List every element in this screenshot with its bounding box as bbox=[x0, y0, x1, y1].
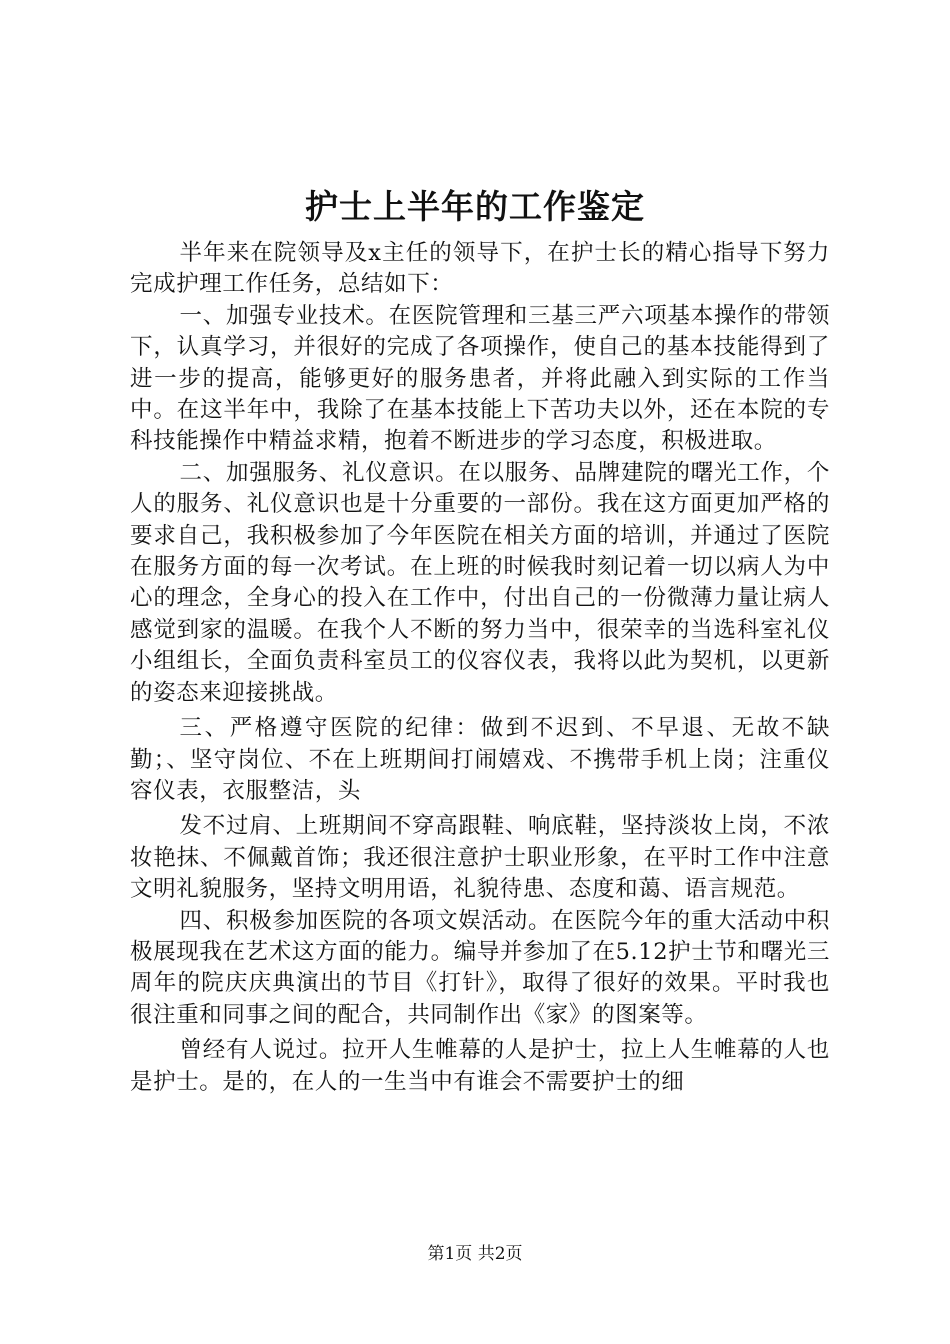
paragraph-section-3: 三、严格遵守医院的纪律：做到不迟到、不早退、无故不缺勤；、坚守岗位、不在上班期间打闹嬉戏、不携带手机上岗；注重仪容仪表，衣服整洁，头 bbox=[130, 715, 830, 804]
page-number: 第1页 共2页 bbox=[427, 1244, 523, 1264]
document-title: 护士上半年的工作鉴定 bbox=[305, 187, 645, 226]
paragraph-section-3-continued: 发不过肩、上班期间不穿高跟鞋、响底鞋，坚持淡妆上岗，不浓妆艳抹、不佩戴首饰；我还很注意护士职业形象，在平时工作中注意文明礼貌服务，坚持文明用语，礼貌待患、态度和蔼、语言规范。 bbox=[130, 813, 830, 903]
paragraph-section-1: 一、加强专业技术。在医院管理和三基三严六项基本操作的带领下，认真学习，并很好的完成了各项操作，使自己的基本技能得到了进一步的提高，能够更好的服务患者，并将此融入到实际的工作当中。在这半年中，我除了在基本技能上下苦功夫以外，还在本院的专科技能操作中精益求精，抱着不断进步的学习态度，积极进取。 bbox=[130, 302, 830, 455]
paragraph-closing: 曾经有人说过。拉开人生帷幕的人是护士，拉上人生帷幕的人也是护士。是的，在人的一生当中有谁会不需要护士的细 bbox=[130, 1037, 830, 1095]
paragraph-section-2: 二、加强服务、礼仪意识。在以服务、品牌建院的曙光工作，个人的服务、礼仪意识也是十分重要的一部份。我在这方面更加严格的要求自己，我积极参加了今年医院在相关方面的培训，并通过了医院在服务方面的每一次考试。在上班的时候我时刻记着一切以病人为中心的理念，全身心的投入在工作中，付出自己的一份微薄力量让病人感觉到家的温暖。在我个人不断的努力当中，很荣幸的当选科室礼仪小组组长，全面负责科室员工的仪容仪表，我将以此为契机，以更新的姿态来迎接挑战。 bbox=[130, 459, 830, 706]
document-body bbox=[130, 238, 830, 1098]
paragraph-intro: 半年来在院领导及x主任的领导下，在护士长的精心指导下努力完成护理工作任务，总结如下： bbox=[130, 240, 830, 298]
paragraph-section-4: 四、积极参加医院的各项文娱活动。在医院今年的重大活动中积极展现我在艺术这方面的能力。编导并参加了在5.12护士节和曙光三周年的院庆庆典演出的节目《打针》，取得了很好的效果。平时我也很注重和同事之间的配合，共同制作出《家》的图案等。 bbox=[130, 907, 830, 1028]
